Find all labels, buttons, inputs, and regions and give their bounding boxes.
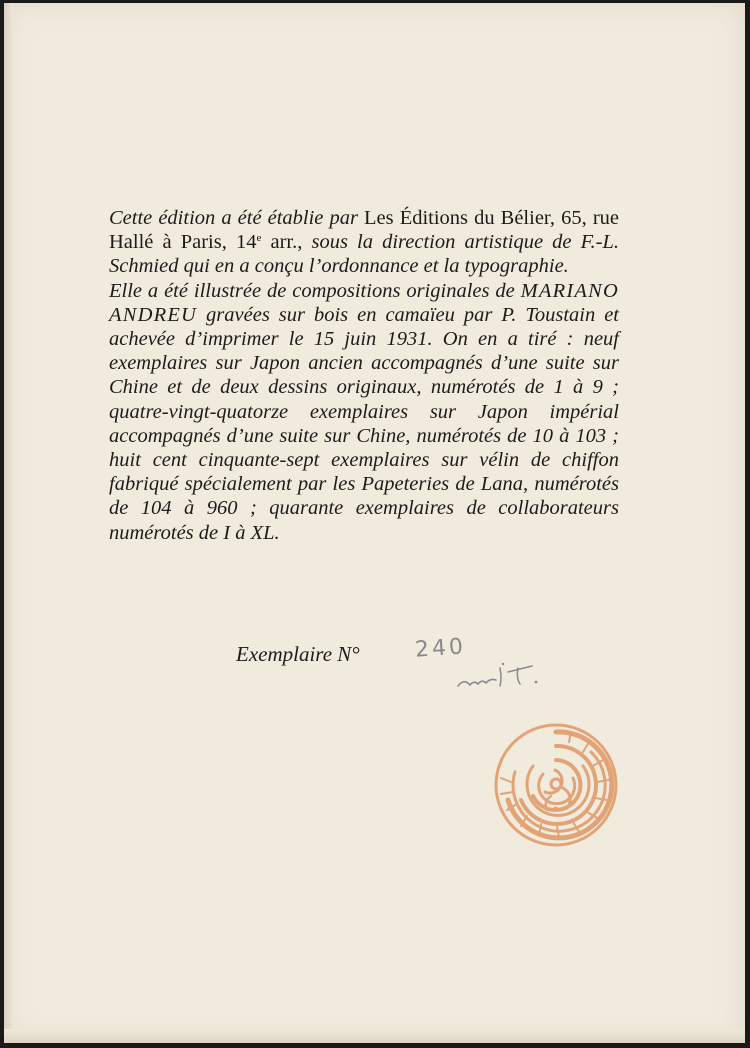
book-page [4,3,745,1043]
colophon-s5: Elle a été illustrée de compositions originales de [109,279,521,302]
exemplaire-label: Exemplaire N° [236,642,360,666]
handwritten-copy-number: 240 [414,634,467,663]
colophon-text [109,206,619,545]
ram-horn-seal-icon [493,722,619,848]
page-gutter [4,3,14,1043]
colophon-s1: Cette édition a été établie par [109,207,358,229]
illustrator-name: MARIANO ANDREU [109,279,619,326]
colophon-s2: Les Éditions du Bélier, 65, rue Hallé à Paris, 14 [109,207,619,254]
handwritten-initials-mark [456,658,546,692]
colophon-s4: sous la direction artistique de F.-L. Schmied qui en a conçu l’ordonnance et la typographie. [109,231,619,278]
colophon-paragraph-2 [109,279,619,545]
page-bottom-edge [4,1029,745,1043]
colophon-paragraph-1 [109,206,619,279]
colophon-s6: gravées sur bois en camaïeu par P. Toustain et achevée d’imprimer le 15 juin 1931. On en a tiré : neuf exemplaires sur Japon ancien accompagnés d’une suite sur Chine et de deux dessins originaux, numérotés de 1 à 9 ; quatre-vingt-quatorze exemplaires sur Japon impérial accompagnés d’une suite sur Chine, numérotés de 10 à 103 ; huit cent cinquante-sept exemplaires sur vélin de chiffon fabriqué spécialement par les Papeteries de Lana, numérotés de 104 à 960 ; quarante exemplaires de collaborateurs numérotés de I à XL. [109,303,619,544]
colophon-s2-sup: e [256,232,262,245]
colophon-s3: arr., [261,231,312,254]
